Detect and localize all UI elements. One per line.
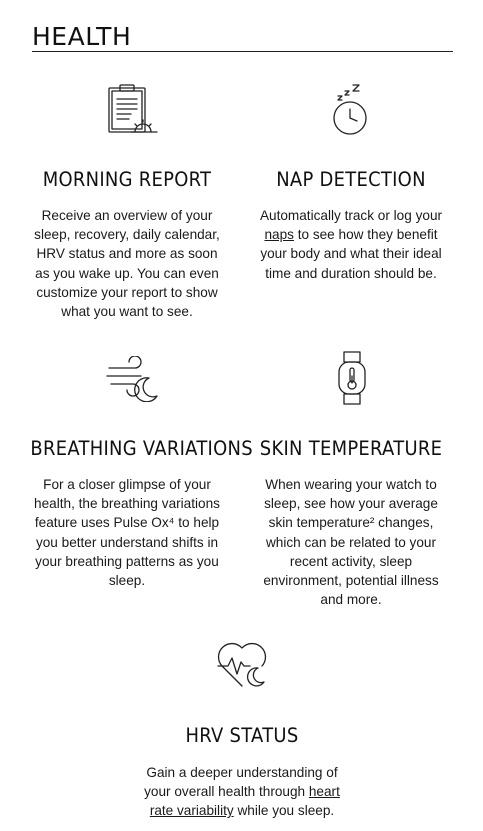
heart-rate-variability-link-part2[interactable]: rate variability <box>149 803 234 819</box>
breathing-variations-title: BREATHING VARIATIONS <box>30 437 253 460</box>
hrv-status-description: Gain a deeper understanding of your overall health through heart rate variability while you sleep. <box>144 765 340 819</box>
feature-morning-report <box>22 80 232 330</box>
naps-link[interactable]: naps <box>264 227 294 243</box>
heart-pulse-moon-icon <box>214 636 270 692</box>
wind-moon-icon <box>105 356 163 402</box>
hrv-status-title: HRV STATUS <box>185 724 299 747</box>
feature-nap-detection <box>246 80 456 330</box>
nap-detection-title: NAP DETECTION <box>276 168 426 191</box>
section-title: HEALTH <box>32 22 132 51</box>
morning-report-title: MORNING REPORT <box>42 168 212 191</box>
clipboard-sunrise-icon <box>105 82 161 138</box>
heart-rate-variability-link-part1[interactable]: heart <box>308 784 340 800</box>
morning-report-description: Receive an overview of your sleep, recovery, daily calendar, HRV status and more as soon as you wake up. You can even customize your report to show what you want to see. <box>34 208 220 320</box>
nap-detection-description: Automatically track or log your naps to see how they benefit your body and what their ideal time and duration should be. <box>259 208 443 281</box>
feature-breathing-variations <box>22 350 253 600</box>
feature-hrv-status <box>136 636 348 826</box>
skin-temperature-title: SKIN TEMPERATURE <box>259 437 443 460</box>
feature-skin-temperature <box>246 350 456 610</box>
breathing-variations-description: For a closer glimpse of your health, the breathing variations feature uses Pulse Ox⁴ to help you better understand shifts in your breathing patterns as you sleep. <box>34 477 220 589</box>
watch-thermometer-icon <box>334 350 370 406</box>
section-divider <box>32 51 453 52</box>
clock-zzz-icon <box>328 82 378 138</box>
skin-temperature-description: When wearing your watch to sleep, see how your average skin temperature² changes, which can be related to your recent activity, sleep environment, potential illness and more. <box>263 477 439 608</box>
